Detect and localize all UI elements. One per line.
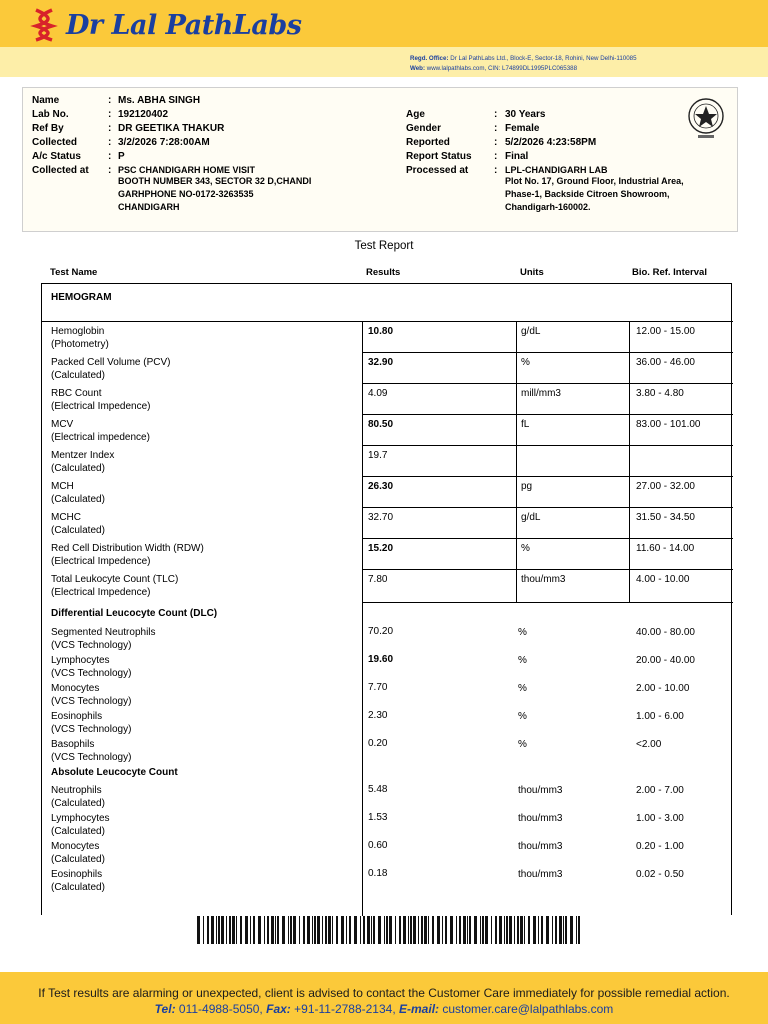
test-unit: thou/mm3: [521, 574, 566, 585]
test-result: 19.60: [368, 654, 394, 665]
barcode-bar: [495, 916, 497, 944]
barcode-bar: [474, 916, 477, 944]
regd-office: Dr Lal PathLabs Ltd., Block-E, Sector-18, Rohini, New Delhi-110085: [450, 55, 637, 62]
patient-field-value: Female: [505, 123, 540, 134]
barcode-bar: [229, 916, 231, 944]
processed-at-address-line: Phase-1, Backside Citroen Showroom,: [505, 189, 670, 199]
test-method: (Photometry): [51, 339, 109, 350]
test-method: (Calculated): [51, 798, 105, 809]
barcode-bar: [533, 916, 536, 944]
test-result: 32.70: [368, 512, 394, 523]
fax-label: Fax:: [266, 1002, 291, 1016]
barcode-bar: [373, 916, 375, 944]
test-name: Neutrophils: [51, 785, 102, 796]
patient-field-value: Final: [505, 151, 529, 162]
table-rule: [629, 321, 630, 602]
test-ref-interval: 1.00 - 6.00: [636, 711, 684, 722]
web-label: Web:: [410, 65, 426, 72]
barcode-bar: [442, 916, 443, 944]
barcode-bar: [491, 916, 492, 944]
test-method: (VCS Technology): [51, 752, 132, 763]
barcode-bar: [485, 916, 488, 944]
barcode-bar: [386, 916, 388, 944]
test-unit: %: [518, 711, 527, 722]
barcode-bar: [267, 916, 269, 944]
barcode-bar: [504, 916, 505, 944]
tel-number: 011-4988-5050,: [178, 1002, 263, 1016]
patient-field-label: Name: [32, 95, 60, 106]
barcode-bar: [570, 916, 573, 944]
barcode-bar: [514, 916, 515, 944]
test-ref-interval: 0.02 - 0.50: [636, 869, 684, 880]
processed-at-address-line: Plot No. 17, Ground Floor, Industrial Area,: [505, 176, 684, 186]
barcode-bar: [207, 916, 209, 944]
test-result: 32.90: [368, 357, 394, 368]
test-ref-interval: 27.00 - 32.00: [636, 481, 695, 492]
patient-field-label: Gender: [406, 123, 442, 134]
test-result: 2.30: [368, 710, 388, 721]
barcode-bar: [236, 916, 237, 944]
patient-field-value: PSC CHANDIGARH HOME VISIT: [118, 165, 256, 175]
test-name: Monocytes: [51, 683, 100, 694]
brand-name: Dr Lal PathLabs: [66, 9, 302, 41]
col-header-units: Units: [520, 267, 544, 278]
test-result: 4.09: [368, 388, 388, 399]
barcode-bar: [463, 916, 466, 944]
barcode-bar: [314, 916, 316, 944]
barcode-bar: [218, 916, 220, 944]
col-header-results: Results: [366, 267, 401, 278]
test-name: MCV: [51, 419, 74, 430]
barcode-bar: [459, 916, 461, 944]
barcode-bar: [524, 916, 525, 944]
barcode-bar: [282, 916, 285, 944]
brand-logo: [30, 8, 301, 42]
test-result: 1.53: [368, 812, 388, 823]
patient-field-label: Ref By: [32, 123, 64, 134]
field-colon: :: [494, 165, 498, 176]
test-method: (Calculated): [51, 826, 105, 837]
test-unit: %: [521, 357, 530, 368]
test-method: (Calculated): [51, 370, 105, 381]
test-unit: fL: [521, 419, 530, 430]
barcode-bar: [538, 916, 539, 944]
barcode-bar: [421, 916, 423, 944]
patient-field-label: Age: [406, 109, 425, 120]
barcode-bar: [264, 916, 265, 944]
dna-logo-icon: [30, 8, 58, 42]
test-ref-interval: 83.00 - 101.00: [636, 419, 701, 430]
barcode-bar: [221, 916, 224, 944]
accreditation-seal-icon: [686, 97, 726, 141]
barcode-bar: [424, 916, 427, 944]
test-name: MCH: [51, 481, 74, 492]
barcode-bar: [258, 916, 261, 944]
test-unit: g/dL: [521, 326, 541, 337]
barcode-bar: [428, 916, 429, 944]
barcode-bar: [395, 916, 396, 944]
results-table: [41, 283, 732, 915]
barcode-bar: [559, 916, 562, 944]
test-name: Segmented Neutrophils: [51, 627, 156, 638]
test-name: Mentzer Index: [51, 450, 115, 461]
regd-office-label: Regd. Office:: [410, 55, 449, 62]
test-name: Eosinophils: [51, 869, 103, 880]
barcode-bar: [450, 916, 453, 944]
test-name: Total Leukocyte Count (TLC): [51, 574, 179, 585]
barcode: [197, 916, 583, 944]
footer: [0, 972, 768, 1024]
barcode-bar: [328, 916, 331, 944]
patient-field-value: DR GEETIKA THAKUR: [118, 123, 225, 134]
barcode-bar: [408, 916, 409, 944]
patient-field-label: Processed at: [406, 165, 469, 176]
table-rule: [362, 602, 363, 916]
test-method: (Electrical Impedence): [51, 587, 151, 598]
test-unit: %: [518, 683, 527, 694]
test-ref-interval: 11.60 - 14.00: [636, 543, 695, 554]
dlc-heading: Differential Leucocyte Count (DLC): [51, 608, 218, 619]
barcode-bar: [482, 916, 484, 944]
test-unit: %: [518, 655, 527, 666]
field-colon: :: [108, 137, 112, 148]
barcode-bar: [360, 916, 361, 944]
test-name: Lymphocytes: [51, 655, 110, 666]
test-ref-interval: <2.00: [636, 739, 662, 750]
test-result: 26.30: [368, 481, 394, 492]
test-result: 0.60: [368, 840, 388, 851]
test-method: (VCS Technology): [51, 724, 132, 735]
barcode-bar: [341, 916, 344, 944]
barcode-bar: [509, 916, 512, 944]
test-unit: thou/mm3: [518, 813, 563, 824]
patient-field-value: 5/2/2026 4:23:58PM: [505, 137, 597, 148]
barcode-bar: [546, 916, 549, 944]
test-result: 19.7: [368, 450, 388, 461]
test-unit: %: [518, 627, 527, 638]
field-colon: :: [494, 109, 498, 120]
test-unit: thou/mm3: [518, 841, 563, 852]
barcode-bar: [437, 916, 440, 944]
test-method: (Calculated): [51, 882, 105, 893]
field-colon: :: [108, 109, 112, 120]
barcode-bar: [336, 916, 338, 944]
footer-advisory: If Test results are alarming or unexpected, client is advised to contact the Customer Care immediately for possible remedial action.: [38, 986, 730, 1000]
patient-field-label: Collected: [32, 137, 78, 148]
barcode-bar: [312, 916, 313, 944]
patient-field-label: Report Status: [406, 151, 472, 162]
barcode-bar: [410, 916, 412, 944]
col-header-ref-interval: Bio. Ref. Interval: [632, 267, 707, 278]
table-rule: [362, 538, 733, 539]
barcode-bar: [389, 916, 392, 944]
test-method: (VCS Technology): [51, 696, 132, 707]
test-method: (Calculated): [51, 854, 105, 865]
barcode-bar: [576, 916, 577, 944]
test-method: (Calculated): [51, 525, 105, 536]
footer-contacts: [0, 1002, 768, 1016]
test-ref-interval: 40.00 - 80.00: [636, 627, 695, 638]
barcode-bar: [354, 916, 357, 944]
barcode-bar: [253, 916, 255, 944]
test-ref-interval: 3.80 - 4.80: [636, 388, 684, 399]
field-colon: :: [494, 123, 498, 134]
table-rule: [516, 321, 517, 602]
barcode-bar: [378, 916, 381, 944]
barcode-bar: [552, 916, 553, 944]
barcode-bar: [367, 916, 370, 944]
collected-at-address-line: GARHPHONE NO-0172-3263535: [118, 189, 254, 199]
barcode-bar: [271, 916, 274, 944]
test-method: (VCS Technology): [51, 668, 132, 679]
field-colon: :: [108, 151, 112, 162]
table-rule: [362, 569, 733, 570]
collected-at-address-line: CHANDIGARH: [118, 202, 180, 212]
test-name: Monocytes: [51, 841, 100, 852]
patient-field-value: Ms. ABHA SINGH: [118, 95, 201, 106]
patient-field-label: Lab No.: [32, 109, 69, 120]
email-address[interactable]: customer.care@lalpathlabs.com: [442, 1002, 614, 1016]
barcode-bar: [245, 916, 248, 944]
processed-at-address-line: Chandigarh-160002.: [505, 202, 591, 212]
report-title: Test Report: [354, 240, 414, 252]
barcode-bar: [469, 916, 471, 944]
patient-field-value: 30 Years: [505, 109, 546, 120]
registered-office: [410, 54, 637, 74]
test-ref-interval: 2.00 - 7.00: [636, 785, 684, 796]
table-rule: [362, 383, 733, 384]
barcode-bar: [555, 916, 557, 944]
fax-number: +91-11-2788-2134,: [294, 1002, 396, 1016]
barcode-bar: [418, 916, 419, 944]
web-cin: www.lalpathlabs.com, CIN: L74899DL1995PLC065388: [426, 65, 578, 72]
test-name: Lymphocytes: [51, 813, 110, 824]
barcode-bar: [275, 916, 276, 944]
test-result: 7.70: [368, 682, 388, 693]
test-unit: %: [518, 739, 527, 750]
test-name: Eosinophils: [51, 711, 103, 722]
tel-label: Tel:: [154, 1002, 176, 1016]
barcode-bar: [528, 916, 530, 944]
patient-field-label: A/c Status: [32, 151, 81, 162]
test-ref-interval: 12.00 - 15.00: [636, 326, 695, 337]
table-rule: [362, 476, 733, 477]
col-header-test-name: Test Name: [50, 267, 98, 278]
collected-at-address-line: BOOTH NUMBER 343, SECTOR 32 D,CHANDI: [118, 176, 312, 186]
field-colon: :: [108, 165, 112, 176]
barcode-bar: [277, 916, 279, 944]
barcode-bar: [250, 916, 251, 944]
test-method: (Electrical Impedence): [51, 556, 151, 567]
barcode-bar: [413, 916, 416, 944]
test-unit: pg: [521, 481, 533, 492]
test-ref-interval: 0.20 - 1.00: [636, 841, 684, 852]
test-ref-interval: 31.50 - 34.50: [636, 512, 695, 523]
barcode-bar: [293, 916, 296, 944]
barcode-bar: [290, 916, 292, 944]
barcode-bar: [203, 916, 204, 944]
section-heading: HEMOGRAM: [51, 292, 112, 303]
table-rule: [362, 321, 363, 602]
barcode-bar: [322, 916, 323, 944]
test-ref-interval: 36.00 - 46.00: [636, 357, 695, 368]
test-result: 15.20: [368, 543, 394, 554]
barcode-bar: [563, 916, 564, 944]
table-rule: [362, 602, 733, 603]
test-method: (Electrical impedence): [51, 432, 150, 443]
barcode-bar: [307, 916, 310, 944]
email-label: E-mail:: [399, 1002, 440, 1016]
barcode-bar: [325, 916, 327, 944]
test-name: MCHC: [51, 512, 81, 523]
patient-field-label: Collected at: [32, 165, 89, 176]
barcode-bar: [346, 916, 347, 944]
barcode-bar: [499, 916, 502, 944]
barcode-bar: [578, 916, 580, 944]
field-colon: :: [494, 151, 498, 162]
test-result: 0.18: [368, 868, 388, 879]
table-rule: [362, 507, 733, 508]
test-unit: thou/mm3: [518, 869, 563, 880]
barcode-bar: [371, 916, 372, 944]
barcode-bar: [216, 916, 217, 944]
field-colon: :: [494, 137, 498, 148]
barcode-bar: [565, 916, 567, 944]
test-result: 0.20: [368, 738, 388, 749]
test-ref-interval: 2.00 - 10.00: [636, 683, 690, 694]
header-subband: [0, 47, 768, 77]
test-unit: g/dL: [521, 512, 541, 523]
barcode-bar: [317, 916, 320, 944]
test-name: Basophils: [51, 739, 95, 750]
test-unit: thou/mm3: [518, 785, 563, 796]
test-ref-interval: 1.00 - 3.00: [636, 813, 684, 824]
test-method: (Electrical Impedence): [51, 401, 151, 412]
test-method: (Calculated): [51, 494, 105, 505]
barcode-bar: [303, 916, 305, 944]
barcode-bar: [467, 916, 468, 944]
test-result: 5.48: [368, 784, 388, 795]
test-result: 10.80: [368, 326, 394, 337]
barcode-bar: [541, 916, 543, 944]
barcode-bar: [384, 916, 385, 944]
barcode-bar: [349, 916, 351, 944]
test-unit: %: [521, 543, 530, 554]
table-rule: [362, 445, 733, 446]
test-name: Packed Cell Volume (PCV): [51, 357, 171, 368]
test-ref-interval: 4.00 - 10.00: [636, 574, 690, 585]
barcode-bar: [240, 916, 242, 944]
barcode-bar: [480, 916, 481, 944]
alc-heading: Absolute Leucocyte Count: [51, 767, 178, 778]
test-unit: mill/mm3: [521, 388, 561, 399]
barcode-bar: [445, 916, 447, 944]
test-result: 70.20: [368, 626, 394, 637]
barcode-bar: [456, 916, 457, 944]
barcode-bar: [332, 916, 333, 944]
barcode-bar: [403, 916, 406, 944]
barcode-bar: [299, 916, 300, 944]
table-rule: [362, 352, 733, 353]
barcode-bar: [232, 916, 235, 944]
barcode-bar: [363, 916, 365, 944]
patient-field-value: P: [118, 151, 125, 162]
test-name: Hemoglobin: [51, 326, 105, 337]
barcode-bar: [197, 916, 200, 944]
barcode-bar: [226, 916, 227, 944]
test-result: 80.50: [368, 419, 394, 430]
test-method: (VCS Technology): [51, 640, 132, 651]
barcode-bar: [288, 916, 289, 944]
field-colon: :: [108, 123, 112, 134]
table-rule: [362, 414, 733, 415]
patient-field-value: 192120402: [118, 109, 169, 120]
barcode-bar: [432, 916, 434, 944]
field-colon: :: [108, 95, 112, 106]
barcode-bar: [506, 916, 508, 944]
test-name: Red Cell Distribution Width (RDW): [51, 543, 204, 554]
barcode-bar: [211, 916, 214, 944]
test-method: (Calculated): [51, 463, 105, 474]
test-ref-interval: 20.00 - 40.00: [636, 655, 695, 666]
barcode-bar: [517, 916, 519, 944]
barcode-bar: [399, 916, 401, 944]
patient-field-label: Reported: [406, 137, 450, 148]
patient-field-value: 3/2/2026 7:28:00AM: [118, 137, 210, 148]
test-name: RBC Count: [51, 388, 102, 399]
test-result: 7.80: [368, 574, 388, 585]
patient-field-value: LPL-CHANDIGARH LAB: [505, 165, 608, 175]
barcode-bar: [520, 916, 523, 944]
